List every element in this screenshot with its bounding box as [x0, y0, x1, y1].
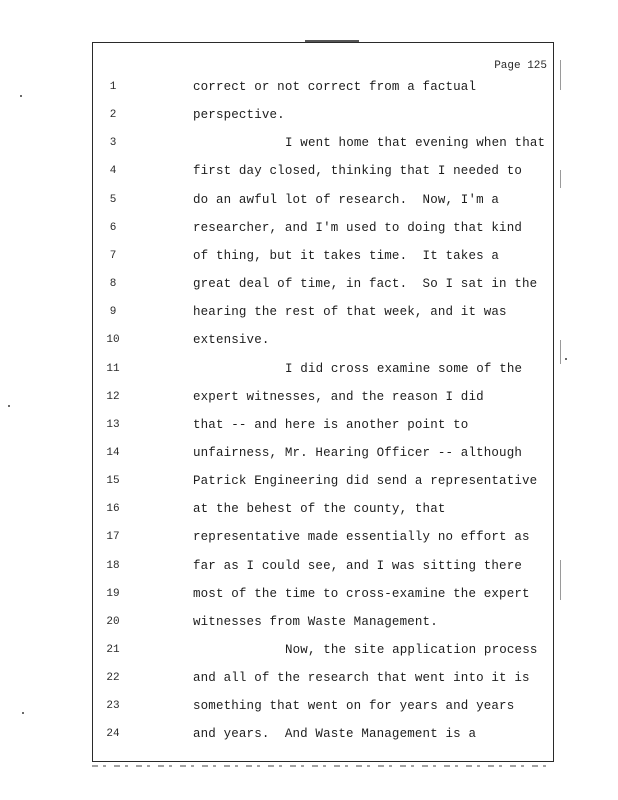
line-number: 12: [106, 390, 120, 403]
line-number: 22: [106, 672, 120, 685]
line-number: 21: [106, 644, 120, 656]
line-text: first day closed, thinking that I needed to: [193, 164, 523, 179]
line-text: perspective.: [193, 108, 285, 123]
line-text: that -- and here is another point to: [193, 417, 469, 432]
line-text: I went home that evening when that: [285, 136, 546, 151]
line-text: of thing, but it takes time. It takes a: [193, 248, 500, 263]
scan-speck: [8, 405, 10, 407]
line-text: extensive.: [193, 333, 270, 348]
line-text: researcher, and I'm used to doing that kind: [193, 220, 523, 235]
scan-speck: [22, 712, 24, 714]
transcript-line: [93, 77, 553, 97]
transcript-line: [93, 274, 553, 294]
scan-artifact: [560, 560, 561, 600]
line-number: 8: [109, 278, 117, 291]
line-text: far as I could see, and I was sitting there: [193, 558, 523, 573]
transcript-line: [93, 133, 553, 153]
line-number: 23: [106, 700, 120, 713]
line-text: I did cross examine some of the: [285, 361, 523, 376]
transcript-line: [93, 359, 553, 379]
line-text: Now, the site application process: [285, 643, 538, 657]
line-text: most of the time to cross-examine the expert: [193, 586, 530, 601]
transcript-line: [93, 387, 553, 407]
transcript-line: [93, 584, 553, 604]
scan-artifact: [560, 340, 561, 364]
line-number: 19: [106, 587, 120, 600]
transcript-line: [93, 556, 553, 576]
transcript-line: [93, 612, 553, 632]
line-text: and all of the research that went into it is: [193, 671, 530, 686]
transcript-line: [93, 443, 553, 463]
scan-speck: [20, 95, 22, 97]
line-text: witnesses from Waste Management.: [193, 614, 438, 629]
line-text: and years. And Waste Management is a: [193, 727, 477, 742]
line-number: 9: [109, 306, 117, 319]
line-number: 6: [109, 221, 117, 234]
line-number: 10: [106, 334, 120, 347]
transcript-line: [93, 640, 553, 660]
transcript-line: [93, 724, 553, 744]
transcript-line: [93, 668, 553, 688]
transcript-line: [93, 218, 553, 238]
line-number: 15: [106, 475, 120, 488]
line-number: 11: [106, 362, 120, 375]
line-number: 16: [106, 503, 120, 516]
line-number: 24: [106, 728, 120, 741]
line-text: unfairness, Mr. Hearing Officer -- although: [193, 445, 523, 460]
line-text: expert witnesses, and the reason I did: [193, 389, 484, 404]
line-number: 3: [109, 137, 117, 150]
transcript-line: [93, 696, 553, 716]
line-number: 2: [109, 109, 117, 122]
line-text: hearing the rest of that week, and it was: [193, 305, 507, 320]
scan-artifact: [560, 60, 561, 90]
line-number: 5: [109, 193, 117, 206]
line-number: 7: [109, 249, 117, 262]
transcript-line: [93, 527, 553, 547]
line-number: 14: [106, 446, 120, 459]
page-top-mark: [305, 40, 359, 42]
transcript-line: [93, 302, 553, 322]
transcript-page: [92, 42, 554, 762]
line-number: 17: [106, 531, 120, 544]
transcript-line: [93, 105, 553, 125]
transcript-line: [93, 190, 553, 210]
line-number: 1: [109, 81, 117, 93]
page-bottom-noise: [92, 765, 554, 767]
page-number: Page 125: [494, 60, 547, 72]
line-number: 20: [106, 615, 120, 628]
scan-artifact: [560, 170, 561, 188]
line-text: correct or not correct from a factual: [193, 80, 477, 94]
line-number: 4: [109, 165, 117, 178]
line-text: something that went on for years and years: [193, 699, 515, 714]
transcript-line: [93, 161, 553, 181]
transcript-line: [93, 246, 553, 266]
line-number: 13: [106, 418, 120, 431]
scan-speck: [565, 358, 567, 360]
line-text: at the behest of the county, that: [193, 502, 446, 517]
transcript-line: [93, 415, 553, 435]
line-number: 18: [106, 559, 120, 572]
transcript-line: [93, 330, 553, 350]
transcript-line: [93, 499, 553, 519]
transcript-line: [93, 471, 553, 491]
line-text: representative made essentially no effort as: [193, 530, 530, 545]
line-text: Patrick Engineering did send a representative: [193, 474, 538, 489]
line-text: do an awful lot of research. Now, I'm a: [193, 192, 500, 207]
line-text: great deal of time, in fact. So I sat in the: [193, 277, 538, 292]
